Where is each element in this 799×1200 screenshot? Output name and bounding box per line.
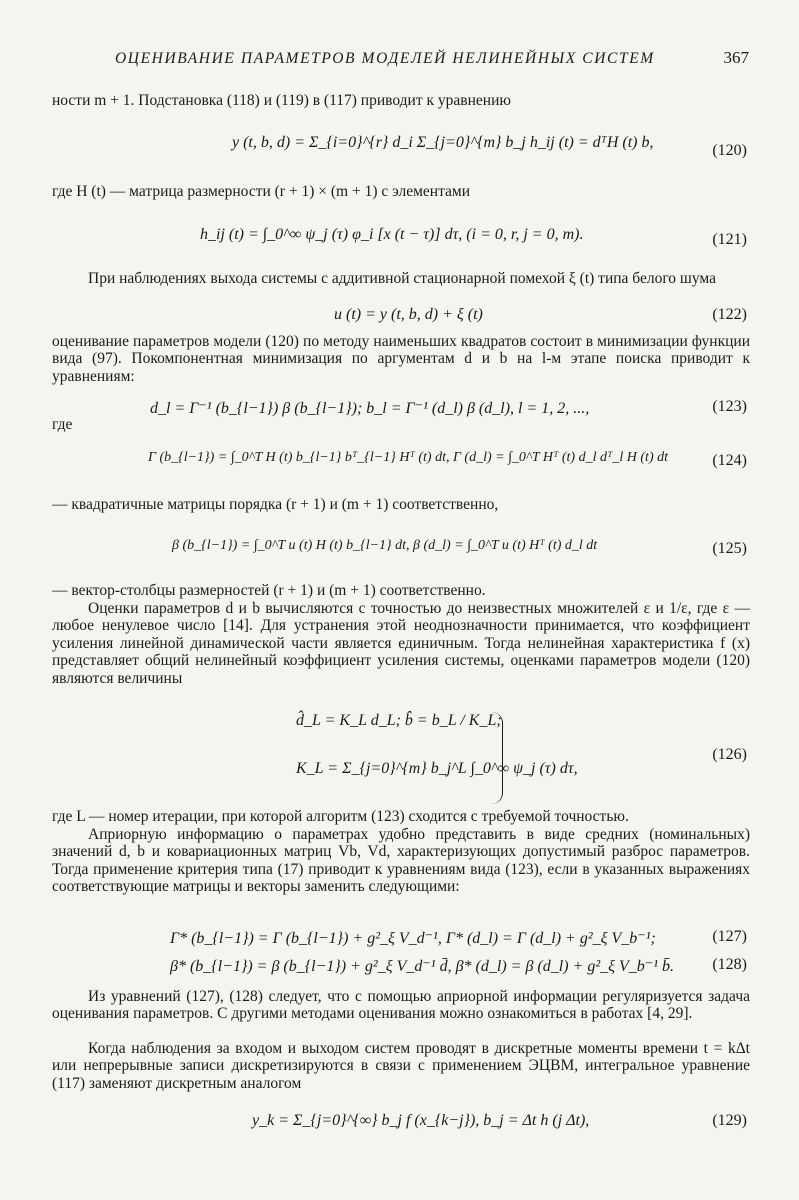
equation-number-123: (123) bbox=[712, 398, 747, 415]
equation-124: Γ (b_{l−1}) = ∫_0^T H (t) b_{l−1} bᵀ_{l−1} Hᵀ (t) dt, Γ (d_l) = ∫_0^T Hᵀ (t) d_l dᵀ_l H (t) dt bbox=[148, 450, 668, 465]
equation-123: d_l = Γ⁻¹ (b_{l−1}) β (b_{l−1}); b_l = Γ⁻¹ (d_l) β (d_l), l = 1, 2, ..., bbox=[150, 400, 590, 417]
equation-128: β* (b_{l−1}) = β (b_{l−1}) + g²_ξ V_d⁻¹ d̄, β* (d_l) = β (d_l) + g²_ξ V_b⁻¹ b̄. bbox=[170, 958, 674, 975]
paragraph-12: Когда наблюдения за входом и выходом систем проводят в дискретные моменты времени t = kΔt или непрерывные записи дискретизируются в связи с применением ЭЦВМ, интегральное уравнение (117) заменяют дискретным аналогом bbox=[52, 1040, 750, 1092]
equation-number-120: (120) bbox=[712, 142, 747, 159]
equation-120: y (t, b, d) = Σ_{i=0}^{r} d_i Σ_{j=0}^{m} b_j h_ij (t) = dᵀH (t) b, bbox=[232, 134, 654, 151]
equation-number-128: (128) bbox=[712, 956, 747, 973]
paragraph-10: Априорную информацию о параметрах удобно представить в виде средних (номинальных) значений d, b и ковариационных матриц Vb, Vd, характеризующих допустимый разброс параметров. Тогда применение критерия типа (17) приводит к уравнениям вида (123), если в указанных выражениях соответствующие матрицы и векторы заменить следующими: bbox=[52, 826, 750, 896]
paragraph-8: Оценки параметров d и b вычисляются с точностью до неизвестных множителей ε и 1/ε, где ε — любое ненулевое число [14]. Для устранения этой неоднозначности принимается, что коэффициент усиления линейной динамической части является единичным. Тогда нелинейная характеристика f (x) представляет общий нелинейный коэффициент усиления системы, оценками параметров модели (120) являются величины bbox=[52, 600, 750, 687]
equation-number-122: (122) bbox=[712, 306, 747, 323]
equation-number-127: (127) bbox=[712, 928, 747, 945]
paragraph-1: ности m + 1. Подстановка (118) и (119) в (117) приводит к уравнению bbox=[52, 92, 511, 109]
equation-125: β (b_{l−1}) = ∫_0^T u (t) H (t) b_{l−1} dt, β (d_l) = ∫_0^T u (t) Hᵀ (t) d_l dt bbox=[172, 538, 598, 553]
equation-number-129: (129) bbox=[712, 1112, 747, 1129]
equation-126b: K_L = Σ_{j=0}^{m} b_j^L ∫_0^∞ ψ_j (τ) dτ, bbox=[296, 760, 578, 777]
paragraph-3: При наблюдениях выхода системы с аддитивной стационарной помехой ξ (t) типа белого шума bbox=[88, 270, 716, 287]
equation-122: u (t) = y (t, b, d) + ξ (t) bbox=[334, 306, 483, 323]
running-head: ОЦЕНИВАНИЕ ПАРАМЕТРОВ МОДЕЛЕЙ НЕЛИНЕЙНЫХ СИСТЕМ bbox=[115, 50, 655, 67]
equation-number-125: (125) bbox=[712, 540, 747, 557]
equation-129: y_k = Σ_{j=0}^{∞} b_j f (x_{k−j}), b_j = Δt h (j Δt), bbox=[252, 1112, 590, 1129]
paragraph-5: где bbox=[52, 416, 73, 433]
equation-number-124: (124) bbox=[712, 452, 747, 469]
paragraph-7: — вектор-столбцы размерностей (r + 1) и (m + 1) соответственно. bbox=[52, 582, 486, 599]
paragraph-4: оценивание параметров модели (120) по методу наименьших квадратов состоит в минимизации функции вида (97). Покомпонентная минимизация по аргументам d и b на l-м этапе поиска приводит к уравнениям: bbox=[52, 333, 750, 385]
right-brace bbox=[492, 712, 503, 804]
page-header bbox=[60, 48, 749, 74]
equation-121: h_ij (t) = ∫_0^∞ ψ_j (τ) φ_i [x (t − τ)] dτ, (i = 0, r, j = 0, m). bbox=[200, 226, 584, 243]
paragraph-6: — квадратичные матрицы порядка (r + 1) и (m + 1) соответственно, bbox=[52, 496, 499, 513]
page-number: 367 bbox=[723, 48, 749, 67]
equation-126a: d̂_L = K_L d_L; b̂ = b_L / K_L; bbox=[296, 712, 502, 729]
paragraph-2: где H (t) — матрица размерности (r + 1) × (m + 1) с элементами bbox=[52, 183, 471, 200]
equation-number-126: (126) bbox=[712, 746, 747, 763]
equation-127: Γ* (b_{l−1}) = Γ (b_{l−1}) + g²_ξ V_d⁻¹, Γ* (d_l) = Γ (d_l) + g²_ξ V_b⁻¹; bbox=[170, 930, 656, 947]
paragraph-11: Из уравнений (127), (128) следует, что с помощью априорной информации регуляризуется задача оценивания параметров. С другими методами оценивания можно ознакомиться в работах [4, 29]. bbox=[52, 988, 750, 1023]
paragraph-9: где L — номер итерации, при которой алгоритм (123) сходится с требуемой точностью. bbox=[52, 808, 629, 825]
equation-number-121: (121) bbox=[712, 231, 747, 248]
